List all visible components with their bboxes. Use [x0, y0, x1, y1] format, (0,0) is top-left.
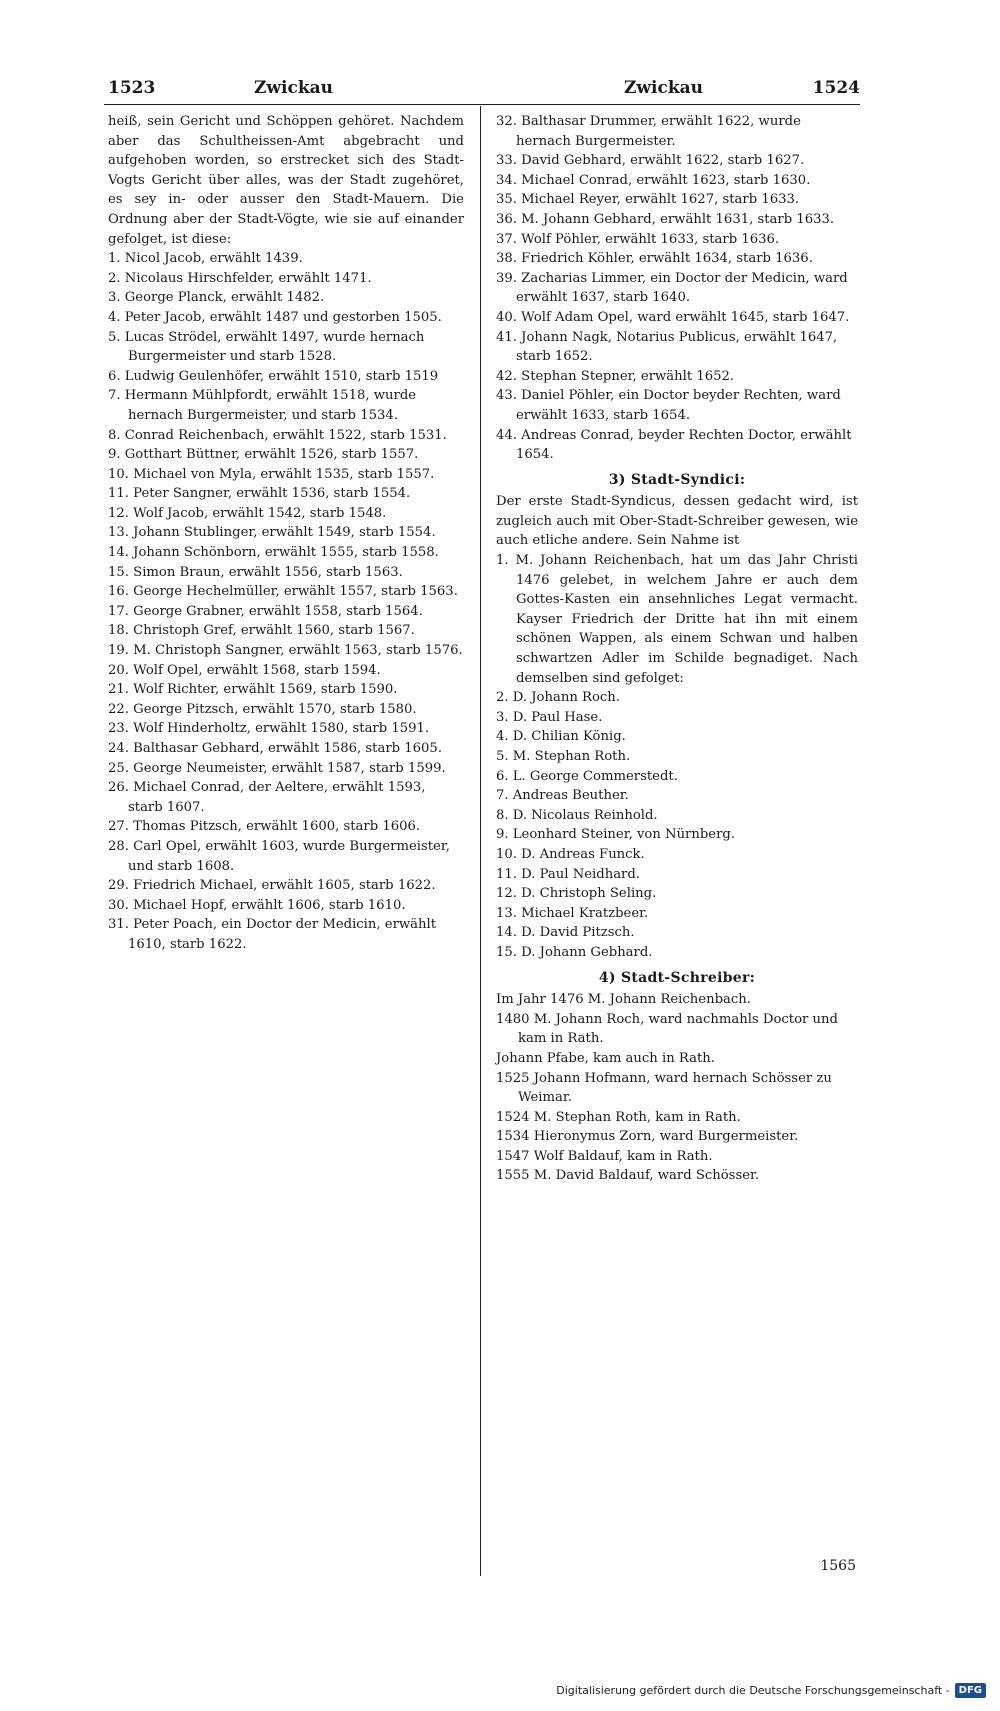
vogt-list-continued — [496, 112, 858, 465]
list-item: 32. Balthasar Drummer, erwählt 1622, wurde hernach Burgermeister. — [496, 114, 801, 149]
list-item: 42. Stephan Stepner, erwählt 1652. — [496, 368, 735, 384]
syndicus-item: 9. Leonhard Steiner, von Nürnberg. — [496, 827, 736, 843]
syndici-first-entry: 1. M. Johann Reichenbach, hat um das Jahr Christi 1476 gelebet, in welchem Jahre er auch dem Gottes-Kasten ein ansehnliches Legat vermacht. Kayser Friedrich der Dritte hat ihn mit einem schönen Wappen, als einem Schwan und halben schwartzen Adler im Schilde begnadiget. Nach demselben sind gefolget: — [496, 553, 858, 686]
list-item: 41. Johann Nagk, Notarius Publicus, erwählt 1647, starb 1652. — [496, 329, 838, 365]
schreiber-item: Im Jahr 1476 M. Johann Reichenbach. — [496, 992, 751, 1008]
list-item: 8. Conrad Reichenbach, erwählt 1522, starb 1531. — [108, 427, 447, 443]
list-item: 23. Wolf Hinderholtz, erwählt 1580, starb 1591. — [108, 721, 430, 737]
list-item: 3. George Planck, erwählt 1482. — [108, 290, 325, 306]
syndici-heading: 3) Stadt-Syndici: — [608, 471, 746, 488]
right-column — [496, 112, 858, 1186]
list-item: 13. Johann Stublinger, erwählt 1549, starb 1554. — [108, 525, 436, 541]
list-item: 40. Wolf Adam Opel, ward erwählt 1645, starb 1647. — [496, 309, 850, 325]
list-item: 11. Peter Sangner, erwählt 1536, starb 1554. — [108, 486, 411, 502]
left-column — [108, 112, 464, 955]
list-item: 2. Nicolaus Hirschfelder, erwählt 1471. — [108, 270, 372, 286]
list-item: 37. Wolf Pöhler, erwählt 1633, starb 1636. — [496, 231, 780, 247]
list-item: 29. Friedrich Michael, erwählt 1605, starb 1622. — [108, 878, 436, 894]
syndici-list — [496, 688, 858, 962]
list-item: 27. Thomas Pitzsch, erwählt 1600, starb 1606. — [108, 819, 421, 835]
list-item: 19. M. Christoph Sangner, erwählt 1563, starb 1576. — [108, 643, 463, 659]
syndicus-item: 2. D. Johann Roch. — [496, 690, 620, 706]
page-number-right: 1524 — [812, 78, 860, 98]
syndicus-item: 13. Michael Kratzbeer. — [496, 905, 649, 921]
list-item: 10. Michael von Myla, erwählt 1535, starb 1557. — [108, 466, 435, 482]
footer-text: Digitalisierung gefördert durch die Deutsche Forschungsgemeinschaft - — [556, 1684, 950, 1697]
syndicus-item: 8. D. Nicolaus Reinhold. — [496, 807, 658, 823]
list-item: 34. Michael Conrad, erwählt 1623, starb 1630. — [496, 172, 811, 188]
dfg-logo: DFG — [955, 1683, 986, 1698]
schreiber-heading: 4) Stadt-Schreiber: — [598, 969, 756, 986]
running-title-left: Zwickau — [254, 78, 334, 98]
list-item: 43. Daniel Pöhler, ein Doctor beyder Rechten, ward erwählt 1633, starb 1654. — [496, 388, 841, 423]
running-title-right: Zwickau — [624, 78, 704, 98]
syndicus-item: 3. D. Paul Hase. — [496, 709, 603, 725]
schreiber-item: 1534 Hieronymus Zorn, ward Burgermeister. — [496, 1129, 799, 1145]
column-divider — [480, 106, 481, 1576]
catchword: 1565 — [820, 1558, 856, 1574]
schreiber-list — [496, 990, 858, 1186]
list-item: 12. Wolf Jacob, erwählt 1542, starb 1548. — [108, 505, 387, 521]
intro-paragraph: heiß, sein Gericht und Schöppen gehöret. Nachdem aber das Schultheissen-Amt abgebracht und aufgehoben worden, so erstrecket sich des Stadt-Vogts Gericht über alles, was der Stadt zugehöret, es sey in- oder ausser den Stadt-Mauern. Die Ordnung aber der Stadt-Vögte, wie sie auf einander gefolget, ist diese: — [108, 114, 464, 247]
list-item: 21. Wolf Richter, erwählt 1569, starb 1590. — [108, 682, 398, 698]
vogt-list — [108, 249, 464, 954]
list-item: 33. David Gebhard, erwählt 1622, starb 1627. — [496, 153, 805, 169]
list-item: 1. Nicol Jacob, erwählt 1439. — [108, 251, 303, 267]
list-item: 31. Peter Poach, ein Doctor der Medicin, erwählt 1610, starb 1622. — [108, 917, 437, 952]
list-item: 38. Friedrich Köhler, erwählt 1634, starb 1636. — [496, 251, 813, 267]
syndicus-item: 7. Andreas Beuther. — [496, 788, 629, 804]
list-item: 16. George Hechelmüller, erwählt 1557, starb 1563. — [108, 584, 458, 600]
list-item: 15. Simon Braun, erwählt 1556, starb 1563. — [108, 564, 403, 580]
schreiber-item: 1480 M. Johann Roch, ward nachmahls Doctor und kam in Rath. — [496, 1011, 838, 1047]
list-item: 18. Christoph Gref, erwählt 1560, starb 1567. — [108, 623, 415, 639]
list-item: 24. Balthasar Gebhard, erwählt 1586, starb 1605. — [108, 741, 443, 756]
header-rule — [104, 104, 860, 105]
syndicus-item: 15. D. Johann Gebhard. — [496, 944, 653, 960]
schreiber-item: 1525 Johann Hofmann, ward hernach Schösser zu Weimar. — [496, 1070, 832, 1106]
schreiber-item: 1555 M. David Baldauf, ward Schösser. — [496, 1168, 760, 1184]
syndicus-item: 12. D. Christoph Seling. — [496, 886, 657, 902]
list-item: 30. Michael Hopf, erwählt 1606, starb 1610. — [108, 897, 406, 913]
list-item: 17. George Grabner, erwählt 1558, starb 1564. — [108, 603, 423, 619]
syndicus-item: 6. L. George Commerstedt. — [496, 768, 678, 784]
list-item: 14. Johann Schönborn, erwählt 1555, starb 1558. — [108, 545, 439, 561]
syndici-intro: Der erste Stadt-Syndicus, dessen gedacht wird, ist zugleich auch mit Ober-Stadt-Schreiber gewesen, wie auch etliche andere. Sein Nahme ist — [496, 494, 858, 549]
syndicus-item: 10. D. Andreas Funck. — [496, 846, 645, 862]
list-item: 4. Peter Jacob, erwählt 1487 und gestorben 1505. — [108, 309, 442, 325]
list-item: 26. Michael Conrad, der Aeltere, erwählt 1593, starb 1607. — [108, 780, 426, 815]
list-item: 20. Wolf Opel, erwählt 1568, starb 1594. — [108, 662, 381, 678]
running-header — [104, 76, 860, 104]
list-item: 35. Michael Reyer, erwählt 1627, starb 1633. — [496, 192, 800, 208]
list-item: 39. Zacharias Limmer, ein Doctor der Medicin, ward erwählt 1637, starb 1640. — [496, 270, 848, 306]
list-item: 25. George Neumeister, erwählt 1587, starb 1599. — [108, 760, 446, 776]
footer — [556, 1683, 986, 1698]
list-item: 36. M. Johann Gebhard, erwählt 1631, starb 1633. — [496, 211, 835, 227]
book-page — [104, 76, 860, 1576]
schreiber-item: 1524 M. Stephan Roth, kam in Rath. — [496, 1109, 741, 1125]
syndicus-item: 11. D. Paul Neidhard. — [496, 866, 640, 882]
schreiber-item: Johann Pfabe, kam auch in Rath. — [496, 1050, 715, 1066]
list-item: 7. Hermann Mühlpfordt, erwählt 1518, wurde hernach Burgermeister, und starb 1534. — [108, 388, 417, 423]
list-item: 44. Andreas Conrad, beyder Rechten Doctor, erwählt 1654. — [496, 427, 852, 463]
syndicus-item: 5. M. Stephan Roth. — [496, 749, 631, 764]
syndicus-item: 14. D. David Pitzsch. — [496, 925, 635, 941]
list-item: 9. Gotthart Büttner, erwählt 1526, starb 1557. — [108, 447, 419, 463]
list-item: 6. Ludwig Geulenhöfer, erwählt 1510, starb 1519 — [108, 368, 439, 384]
list-item: 22. George Pitzsch, erwählt 1570, starb 1580. — [108, 701, 417, 717]
list-item: 5. Lucas Strödel, erwählt 1497, wurde hernach Burgermeister und starb 1528. — [108, 329, 425, 365]
syndicus-item: 4. D. Chilian König. — [496, 729, 626, 745]
page-number-left: 1523 — [108, 78, 156, 98]
list-item: 28. Carl Opel, erwählt 1603, wurde Burgermeister, und starb 1608. — [108, 838, 450, 874]
schreiber-item: 1547 Wolf Baldauf, kam in Rath. — [496, 1148, 713, 1164]
